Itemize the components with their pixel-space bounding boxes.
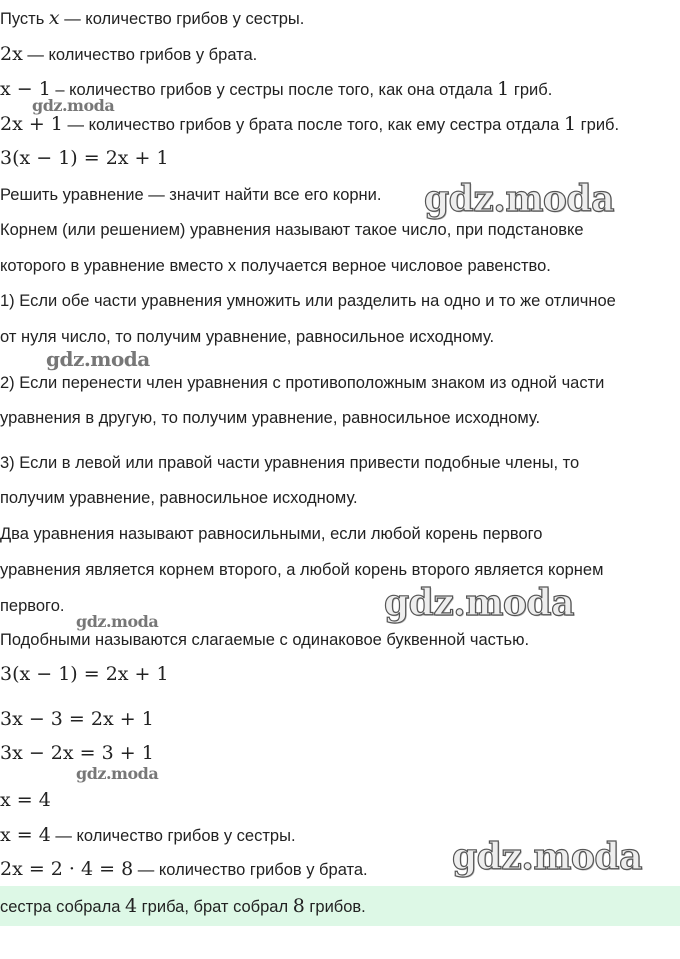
line-text: — количество грибов у брата после того, как ему сестра отдала <box>62 116 564 134</box>
line-text: – количество грибов у сестры после того, как она отдала <box>50 81 498 99</box>
answer-line <box>0 896 680 917</box>
equivalent-def-1: Два уравнения называют равносильными, если любой корень первого <box>0 525 543 543</box>
answer-text-mid: гриба, брат собрал <box>137 898 293 916</box>
watermark-logo: gdz.moda <box>424 178 614 220</box>
answer-number-brother: 8 <box>292 895 305 917</box>
rule-2-line-1: 2) Если перенести член уравнения с противоположным знаком из одной части <box>0 374 605 392</box>
definition-root-1: Корнем (или решением) уравнения называют такое число, при подстановке <box>0 221 584 239</box>
line-brother-after <box>0 114 680 135</box>
definition-solve: Решить уравнение — значит найти все его корни. <box>0 186 382 204</box>
answer-text-post: грибов. <box>304 898 366 916</box>
watermark-logo: gdz.moda <box>384 582 574 624</box>
equation-step-2: 3x − 3 = 2x + 1 <box>0 708 154 730</box>
equation-step-1: 3(x − 1) = 2x + 1 <box>0 663 169 685</box>
intro-word: Пусть <box>0 10 49 28</box>
line-text-tail: гриб. <box>509 81 553 99</box>
line-text-tail: гриб. <box>576 116 620 134</box>
rule-2-line-2: уравнения в другую, то получим уравнение, равносильное исходному. <box>0 409 541 427</box>
equivalent-def-3: первого. <box>0 597 65 615</box>
watermark-logo: gdz.moda <box>452 836 642 878</box>
equation-step-3: 3x − 2x = 3 + 1 <box>0 742 154 764</box>
math-expression: x − 1 <box>0 78 51 100</box>
equation-initial: 3(x − 1) = 2x + 1 <box>0 147 169 169</box>
line-text: — количество грибов у брата. <box>22 46 258 64</box>
rule-1-line-2: от нуля число, то получим уравнение, равносильное исходному. <box>0 328 495 346</box>
math-expression: 2x <box>0 43 23 65</box>
rule-1-line-1: 1) Если обе части уравнения умножить или разделить на одно и то же отличное <box>0 292 616 310</box>
equivalent-def-2: уравнения является корнем второго, а любой корень второго является корнем <box>0 561 604 579</box>
math-expression: x = 4 <box>0 824 51 846</box>
line-text: — количество грибов у сестры. <box>59 10 305 28</box>
math-expression: 2x = 2 · 4 = 8 <box>0 858 134 880</box>
watermark-logo: gdz.moda <box>76 612 159 631</box>
line-brother-variable <box>0 44 680 65</box>
definition-root-2: которого в уравнение вместо х получается верное числовое равенство. <box>0 257 551 275</box>
watermark-logo: gdz.moda <box>32 96 115 115</box>
math-number: 1 <box>563 113 577 135</box>
line-sister-variable <box>0 8 680 29</box>
rule-3-line-2: получим уравнение, равносильное исходному. <box>0 489 358 507</box>
equation-solution: x = 4 <box>0 789 51 811</box>
line-text: — количество грибов у брата. <box>133 861 368 879</box>
rule-3-line-1: 3) Если в левой или правой части уравнения привести подобные члены, то <box>0 454 580 472</box>
math-expression: 2x + 1 <box>0 113 63 135</box>
answer-text-pre: сестра собрала <box>0 898 125 916</box>
answer-number-sister: 4 <box>124 895 138 917</box>
math-number: 1 <box>497 78 510 100</box>
line-text: — количество грибов у сестры. <box>50 827 296 845</box>
math-variable: x <box>48 7 60 29</box>
watermark-logo: gdz.moda <box>76 764 159 783</box>
watermark-logo: gdz.moda <box>46 347 150 371</box>
like-terms-def: Подобными называются слагаемые с одинаковое буквенной частью. <box>0 631 530 649</box>
